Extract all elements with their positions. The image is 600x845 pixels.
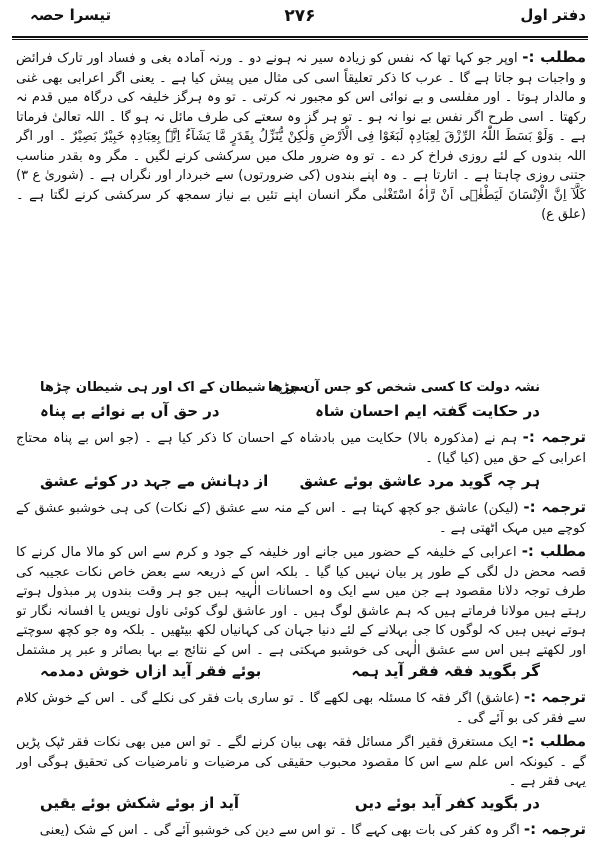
tarjuma-text: (عاشق) اگر فقہ کا مسئلہ بھی لکھے گا ۔ تو ساری بات فقر کی نکلے گی ۔ اس کے خوش کلام سے فقر کی بو آئے گی ۔: [16, 691, 586, 726]
verse-2-left: از دہانش مے جہد در کوئے عشق: [40, 472, 269, 490]
tarjuma-label: ترجمہ :-: [523, 820, 586, 838]
matlab-paragraph-1: [16, 48, 586, 386]
matlab-text: اوپر جو کہا تھا کہ نفس کو زیادہ سیر نہ ہونے دو ۔ ورنہ آمادہ بغی و فساد اور تارک فرائض و واجبات ہو جاتا ہے گا ۔ عرب کا ذکر تعلیقاً اسی کی مثال میں پیش کیا ہے ۔ یعنی اگر اعرابی بھی غنی و مالدار ہوتا ۔ اور مفلسی و بے نوائی اس کو مجبور نہ کرتی ۔ تو وہ ہرگز خلیفہ کی درگاہ میں قدم نہ رکھتا ۔ اسی طرح اگر نفس بے نوا نہ ہو ۔ تو ہر گز وہ سعتے کی طرف مائل نہ ہو گا ۔ اللہ تعالیٰ فرماتا ہے ۔ وَلَوْ بَسَطَ اللّٰہُ الرِّزْقَ لِعِبَادِہٖ لَبَغَوْا فِی الْاَرْضِ وَلٰکِنْ یُّنَزِّلُ بِقَدَرٍ مَّا یَشَآءُ اِنَّہٗ بِعِبَادِہٖ خَبِیْرٌ بَصِیْرٌ ۔ اور اگر اللہ بندوں کے لئے روزی فراخ کر دے ۔ تو وہ ضرور ملک میں سرکشی کرنے لگیں ۔ مگر وہ بقدر مناسب جتنی روزی چاہتا ہے ۔ اتارتا ہے ۔ وہ اپنے بندوں (کی ضرورتوں) سے خبردار اور نگراں ہے ۔ (شوریٰ ع ۳) کَلَّآ اِنَّ الْاِنْسَانَ لَیَطْغٰۤی اَنْ رَّاٰہُ اسْتَغْنٰی مگر انسان اپنے تئیں بے نیاز سمجھ کر سرکشی کرنے لگتا ہے ۔ (علق ع): [16, 51, 586, 222]
tarjuma-label: ترجمہ :-: [523, 688, 586, 706]
verse-1-left-top: سر پہ شیطان کے اک اور ہی شیطان چڑھا: [40, 380, 309, 395]
tarjuma-label: ترجمہ :-: [522, 428, 586, 446]
matlab-label: مطلب :-: [522, 732, 586, 750]
header-section-title: تیسرا حصہ: [30, 6, 112, 24]
matlab-paragraph-2: [16, 542, 586, 660]
verse-1-right: در حکایت گفتہ ایم احسان شاہ: [315, 402, 540, 420]
page-number: ۲۷۶: [284, 6, 316, 26]
verse-4-left: آید از بوئے شکش بوئے یقیں: [40, 794, 239, 812]
tarjuma-label: ترجمہ :-: [523, 498, 586, 516]
tarjuma-text: اگر وہ کفر کی بات بھی کہے گا ۔ تو اس سے دین کی خوشبو آئے گی ۔ اس کے شک (یعنی: [39, 823, 520, 838]
header-rule: [12, 36, 588, 38]
matlab-paragraph-3: [16, 732, 586, 792]
tarjuma-paragraph-3: [16, 688, 586, 728]
tarjuma-text: (لیکن) عاشق جو کچھ کہتا ہے ۔ اس کے منہ سے عشق (کے نکات) کی ہی خوشبو عشق کے کوچے میں مہک اٹھتی ہے ۔: [16, 501, 586, 536]
tarjuma-paragraph-2: [16, 498, 586, 538]
tarjuma-paragraph-1: [16, 428, 586, 468]
tarjuma-text: ہم نے (مذکورہ بالا) حکایت میں بادشاہ کے احسان کا ذکر کیا ہے ۔ (جو اس بے پناہ محتاج اعرابی کے حق میں (کیا گیا) ۔: [16, 431, 586, 466]
matlab-label: مطلب :-: [521, 542, 586, 560]
tarjuma-paragraph-4: [16, 820, 586, 840]
verse-4-right: در بگوید کفر آید بوئے دیں: [354, 794, 540, 812]
matlab-text: ایک مستغرق فقیر اگر مسائل فقہ بھی بیان کرنے لگے ۔ تو اس میں بھی نکات فقر ٹپک پڑیں گے ۔ کیونکہ اس علم سے اس کا مقصود محبوب حقیقی کی مرضیات و نامرضیات کی تحقیق ہوگی اور یہی فقر ہے ۔: [16, 735, 586, 789]
matlab-label: مطلب :-: [522, 48, 586, 66]
verse-3-right: گر بگوید فقہ فقر آید ہمہ: [351, 662, 540, 680]
verse-3-left: بوئے فقر آید ازاں خوش دمدمہ: [40, 662, 262, 680]
header-rule-thin: [12, 39, 588, 40]
verse-1-right-top: نشہ دولت کا کسی شخص کو جس آن چڑھا: [268, 380, 540, 395]
verse-2-right: ہر چہ گوید مرد عاشق بوئے عشق: [299, 472, 540, 490]
matlab-text: اعرابی کے خلیفہ کے حضور میں جانے اور خلیفہ کے جود و کرم سے اس کو مالا مال کرنے کا قصہ محض دل لگی کے طور پر بیان نہیں کیا گیا ۔ بلکہ اس کے ذریعہ سے بعض خاص نکات عجیبہ کی طرف توجہ دلانا مقصود ہے جن میں سے ایک وہ احسانات الٰہیہ ہیں جو ہر وقت بندوں پر مبذول ہوتے رہتے ہیں مولانا فرماتے ہیں کہ ہم عاشق لوگ ہیں ۔ اور عاشق لوگ کوئی ناول نویس یا افسانہ نگار تو ہوتے نہیں ہیں کہ لوگوں کا جی بہلانے کے لئے دنیا جہان کی کہانیاں لکھ بیٹھیں ۔ بلکہ وہ جو کچھ سوچتے اور لکھتے ہیں اس سے عشق الٰہی کی خوشبو مہکتی ہے ۔ اس کے نتائج بے بہا بصائر و عبر پر مشتمل: [16, 545, 586, 658]
header-book-title: دفتر اول: [520, 6, 586, 24]
verse-1-left: در حق آں بے نوائے بے پناہ: [40, 402, 220, 420]
